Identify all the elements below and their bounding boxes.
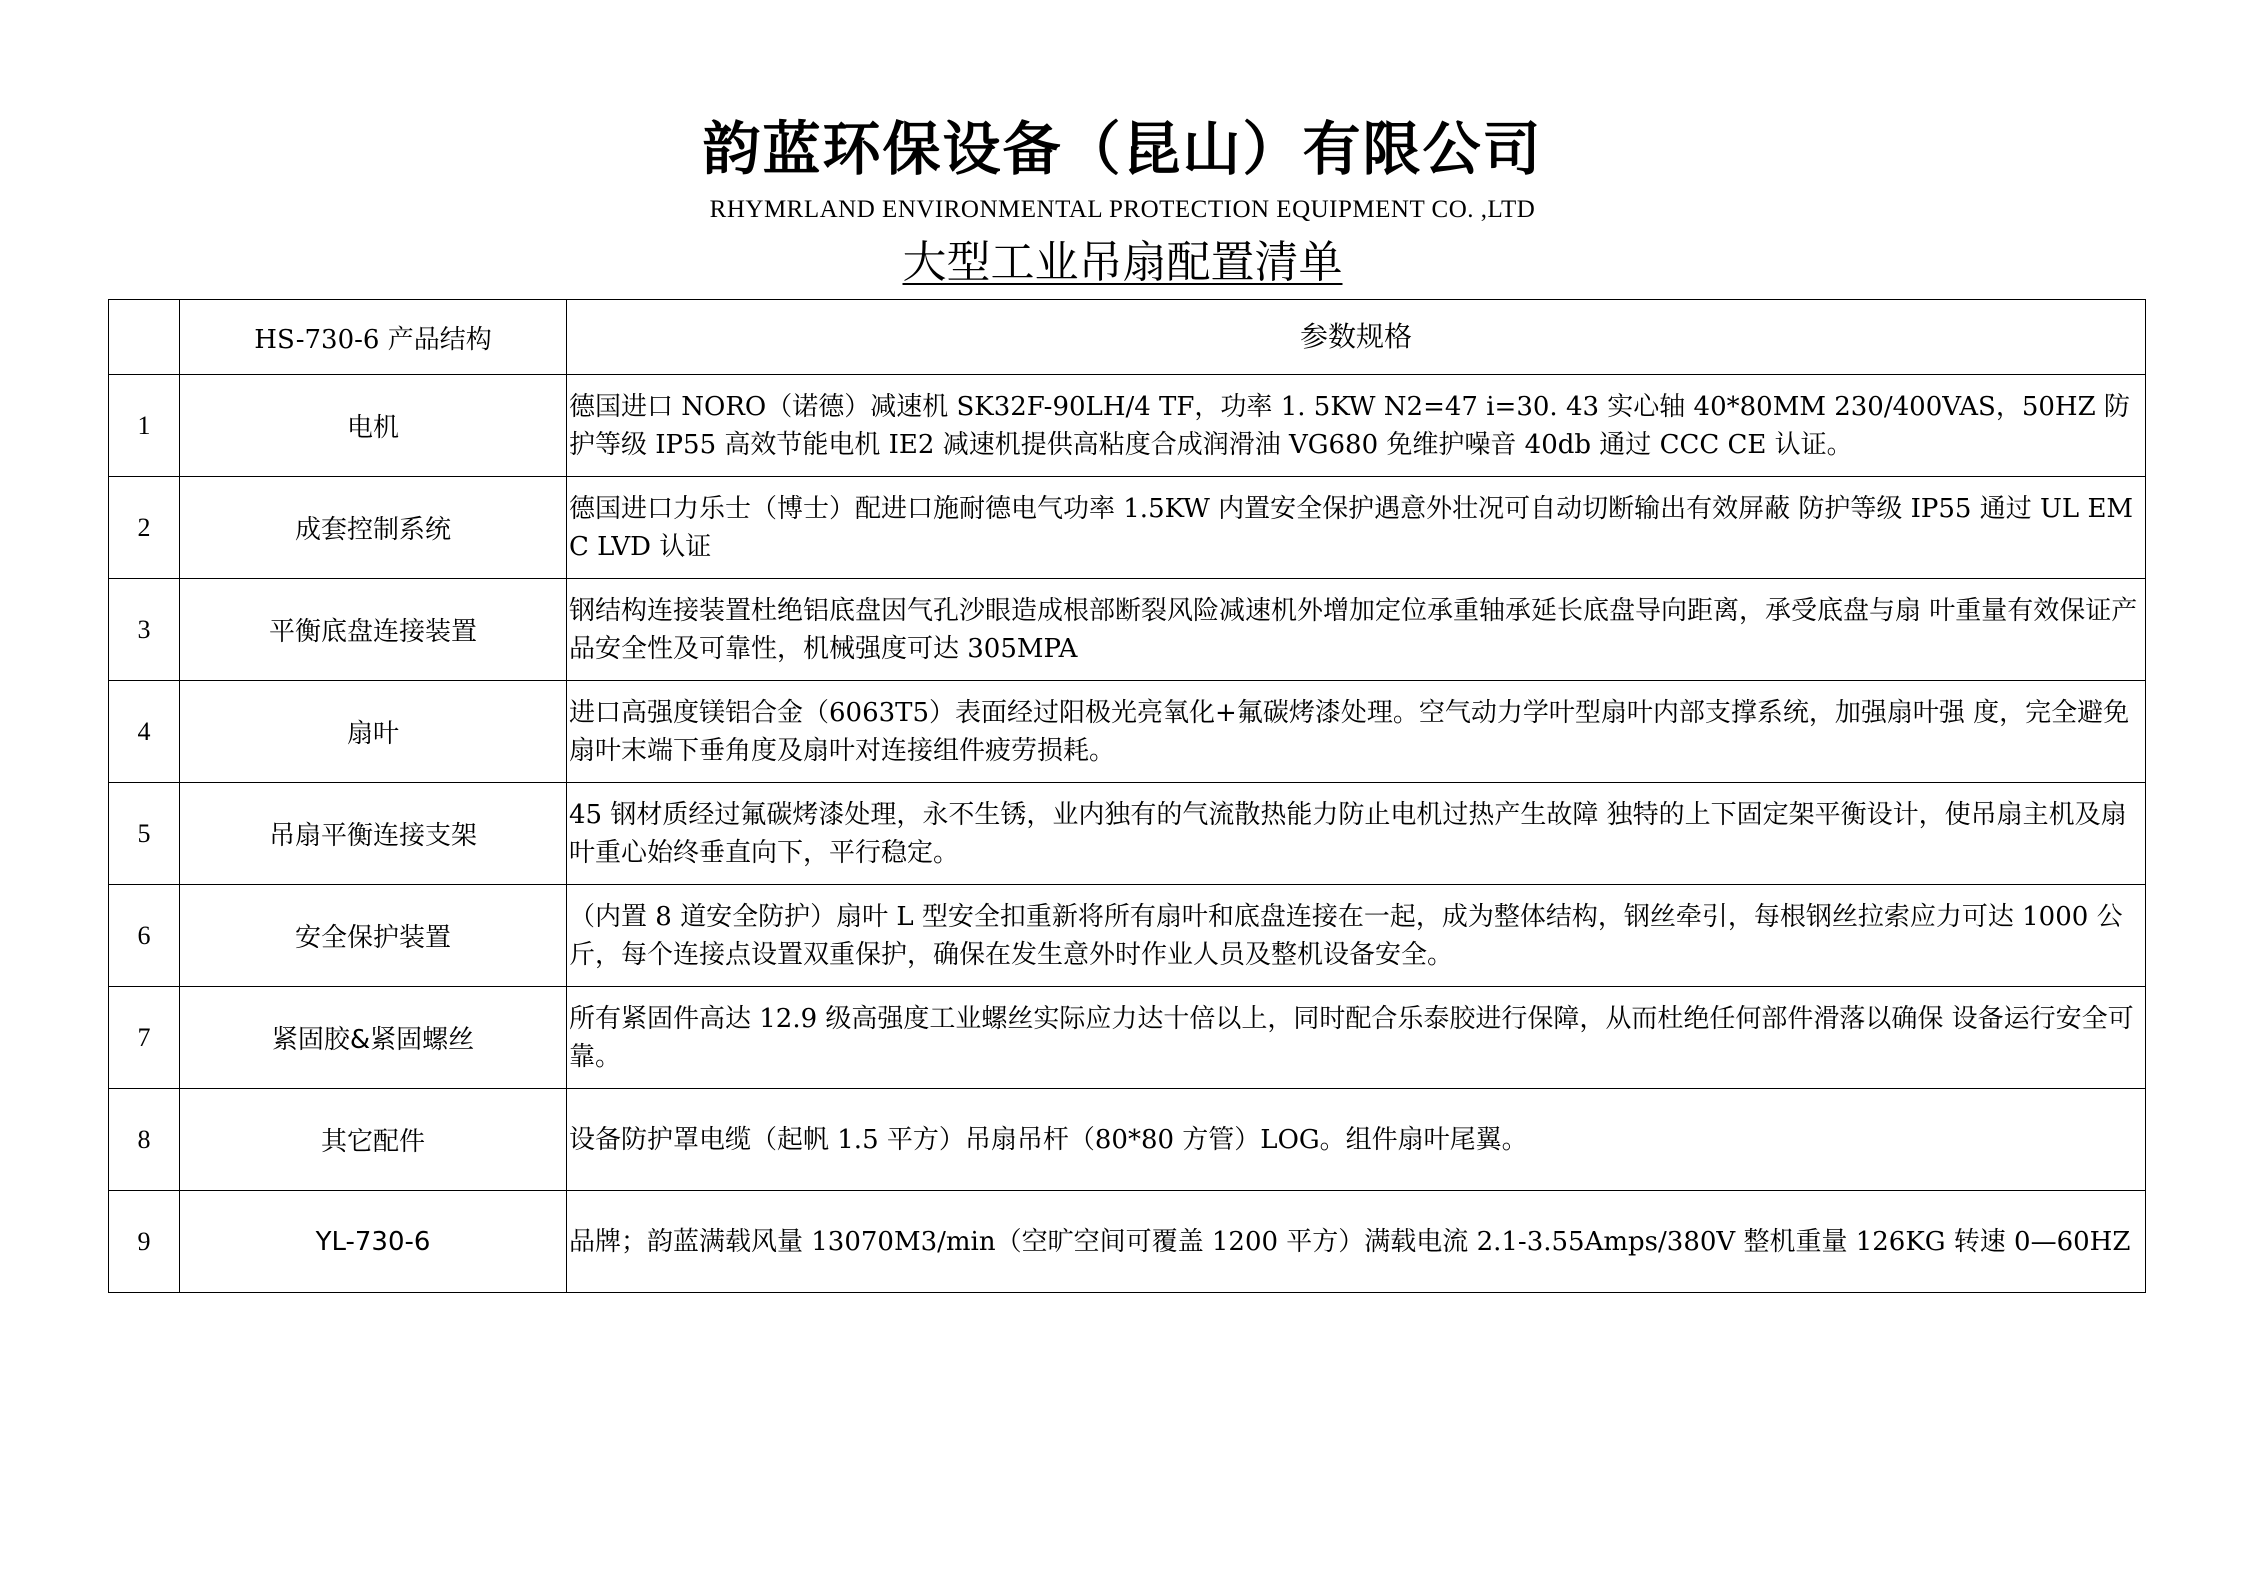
header-structure-cell: HS-730-6 产品结构 — [180, 300, 567, 375]
row-spec: 进口高强度镁铝合金（6063T5）表面经过阳极光亮氧化+氟碳烤漆处理。空气动力学叶型扇叶内部支撑系统，加强扇叶强 度，完全避免扇叶末端下垂角度及扇叶对连接组件疲劳损耗。 — [567, 681, 2146, 783]
row-component-name: 平衡底盘连接装置 — [180, 579, 567, 681]
row-component-name: 紧固胶&紧固螺丝 — [180, 987, 567, 1089]
row-component-name: 其它配件 — [180, 1089, 567, 1191]
row-number: 8 — [109, 1089, 180, 1191]
header-number-cell — [109, 300, 180, 375]
row-spec: 德国进口力乐士（博士）配进口施耐德电气功率 1.5KW 内置安全保护遇意外壮况可自动切断输出有效屏蔽 防护等级 IP55 通过 UL EMC LVD 认证 — [567, 477, 2146, 579]
row-number: 7 — [109, 987, 180, 1089]
row-component-name: 吊扇平衡连接支架 — [180, 783, 567, 885]
row-component-name: YL-730-6 — [180, 1191, 567, 1293]
company-name-en: RHYMRLAND ENVIRONMENTAL PROTECTION EQUIPMENT CO. ,LTD — [709, 196, 1536, 223]
table-row — [109, 987, 2146, 1089]
table-row — [109, 783, 2146, 885]
row-spec: 钢结构连接装置杜绝铝底盘因气孔沙眼造成根部断裂风险减速机外增加定位承重轴承延长底盘导向距离，承受底盘与扇 叶重量有效保证产品安全性及可靠性，机械强度可达 305MPA — [567, 579, 2146, 681]
row-spec: 设备防护罩电缆（起帆 1.5 平方）吊扇吊杆（80*80 方管）LOG。组件扇叶尾翼。 — [567, 1089, 2146, 1191]
row-spec: 45 钢材质经过氟碳烤漆处理，永不生锈，业内独有的气流散热能力防止电机过热产生故障 独特的上下固定架平衡设计，使吊扇主机及扇叶重心始终垂直向下，平行稳定。 — [567, 783, 2146, 885]
row-number: 6 — [109, 885, 180, 987]
row-spec: 所有紧固件高达 12.9 级高强度工业螺丝实际应力达十倍以上，同时配合乐泰胶进行保障，从而杜绝任何部件滑落以确保 设备运行安全可靠。 — [567, 987, 2146, 1089]
table-row — [109, 579, 2146, 681]
row-number: 4 — [109, 681, 180, 783]
row-component-name: 成套控制系统 — [180, 477, 567, 579]
configuration-table — [108, 299, 2146, 1293]
table-row — [109, 885, 2146, 987]
row-spec: 德国进口 NORO（诺德）减速机 SK32F-90LH/4 TF，功率 1. 5KW N2=47 i=30. 43 实心轴 40*80MM 230/400VAS，50HZ 防护等级 IP55 高效节能电机 IE2 减速机提供高粘度合成润滑油 VG680 免维护噪音 40db 通过 CCC CE 认证。 — [567, 375, 2146, 477]
table-row — [109, 1191, 2146, 1293]
table-row — [109, 375, 2146, 477]
table-row — [109, 477, 2146, 579]
row-component-name: 扇叶 — [180, 681, 567, 783]
table-row — [109, 681, 2146, 783]
company-name-cn: 韵蓝环保设备（昆山）有限公司 — [702, 115, 1543, 183]
table-header-row — [109, 300, 2146, 375]
row-number: 5 — [109, 783, 180, 885]
document-title — [0, 236, 2245, 290]
table-row — [109, 1089, 2146, 1191]
row-component-name: 电机 — [180, 375, 567, 477]
row-spec: （内置 8 道安全防护）扇叶 L 型安全扣重新将所有扇叶和底盘连接在一起，成为整体结构，钢丝牵引，每根钢丝拉索应力可达 1000 公斤，每个连接点设置双重保护，确保在发生意外时作业人员及整机设备安全。 — [567, 885, 2146, 987]
row-number: 1 — [109, 375, 180, 477]
document-title-text: 大型工业吊扇配置清单 — [902, 237, 1343, 288]
row-number: 3 — [109, 579, 180, 681]
header-spec-cell: 参数规格 — [567, 300, 2146, 375]
row-spec: 品牌；韵蓝满载风量 13070M3/min（空旷空间可覆盖 1200 平方）满载电流 2.1-3.55Amps/380V 整机重量 126KG 转速 0—60HZ — [567, 1191, 2146, 1293]
row-component-name: 安全保护装置 — [180, 885, 567, 987]
row-number: 9 — [109, 1191, 180, 1293]
row-number: 2 — [109, 477, 180, 579]
